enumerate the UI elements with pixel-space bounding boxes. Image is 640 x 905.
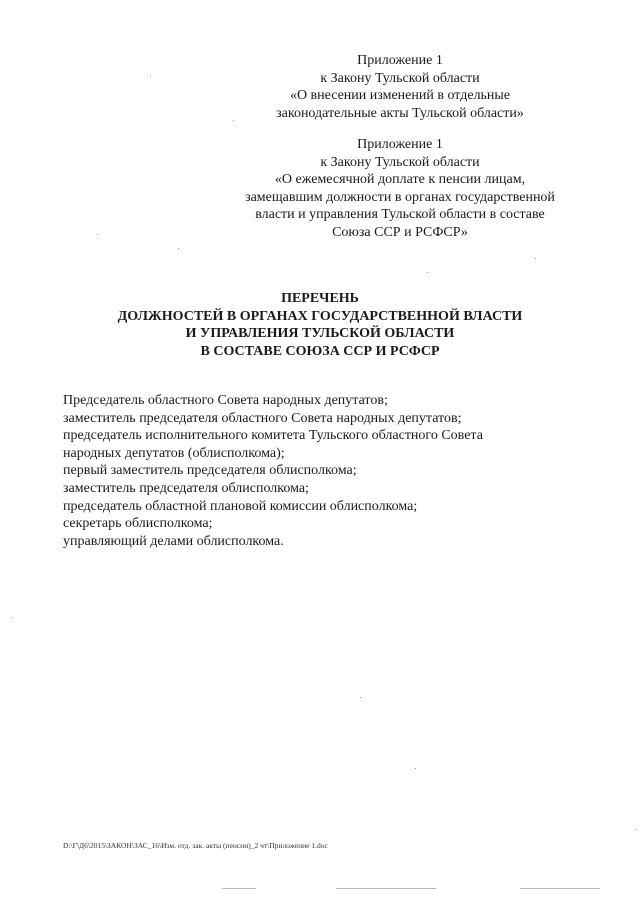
scan-speck [178,248,179,249]
appendix-2-line: Союза ССР и РСФСР» [332,224,468,240]
scan-speck [233,120,234,121]
scan-speck [427,272,428,273]
scan-edge-mark [222,888,256,889]
list-item: народных депутатов (облисполкома); [63,445,285,461]
appendix-1-line: «О внесении изменений в отдельные [289,88,511,103]
scan-edge-mark [336,888,436,889]
appendix-2-line: Приложение 1 [357,137,443,152]
footer-file-path: D:\Г\Д6\2015\ЗАКОН\ЗАС_16\Изм. отд. зак. акты (пенсии)_2 чт\Приложение 1.doc [63,841,328,850]
title-line: И УПРАВЛЕНИЯ ТУЛЬСКОЙ ОБЛАСТИ [185,326,455,341]
title-line: ДОЛЖНОСТЕЙ В ОРГАНАХ ГОСУДАРСТВЕННОЙ ВЛАСТИ [117,308,523,324]
list-item: заместитель председателя облисполкома; [63,480,309,496]
scan-speck [12,617,13,618]
list-item: председатель исполнительного комитета Тульского областного Совета [63,428,483,444]
scan-speck [636,829,637,830]
appendix-2-line: «О ежемесячной доплате к пенсии лицам, [274,172,526,187]
list-item: управляющий делами облисполкома. [63,533,284,549]
document-title [40,290,600,360]
appendix-1-line: законодательные акты Тульской области» [276,105,524,121]
scan-speck [150,76,151,77]
title-line: ПЕРЕЧЕНЬ [281,291,359,306]
scan-speck [97,234,98,235]
title-line: В СОСТАВЕ СОЮЗА ССР И РСФСР [200,343,440,359]
list-item: Председатель областного Совета народных депутатов; [63,393,388,408]
positions-list [63,392,603,550]
list-item: председатель областной плановой комиссии облисполкома; [63,498,418,514]
list-item: первый заместитель председателя облисполкома; [63,463,357,479]
appendix-2-line: власти и управления Тульской области в составе [255,207,545,222]
appendix-header-2 [200,136,600,241]
scan-speck [535,258,536,259]
scan-speck [360,697,361,698]
appendix-header-1 [200,52,600,122]
appendix-1-line: Приложение 1 [357,53,443,68]
scan-edge-mark [520,888,600,889]
appendix-1-line: к Закону Тульской области [320,70,480,86]
appendix-2-line: к Закону Тульской области [320,154,480,170]
list-item: заместитель председателя областного Совета народных депутатов; [63,410,462,426]
scan-speck [415,768,416,769]
list-item: секретарь облисполкома; [63,516,213,532]
appendix-2-line: замещавшим должности в органах государственной [245,189,555,205]
